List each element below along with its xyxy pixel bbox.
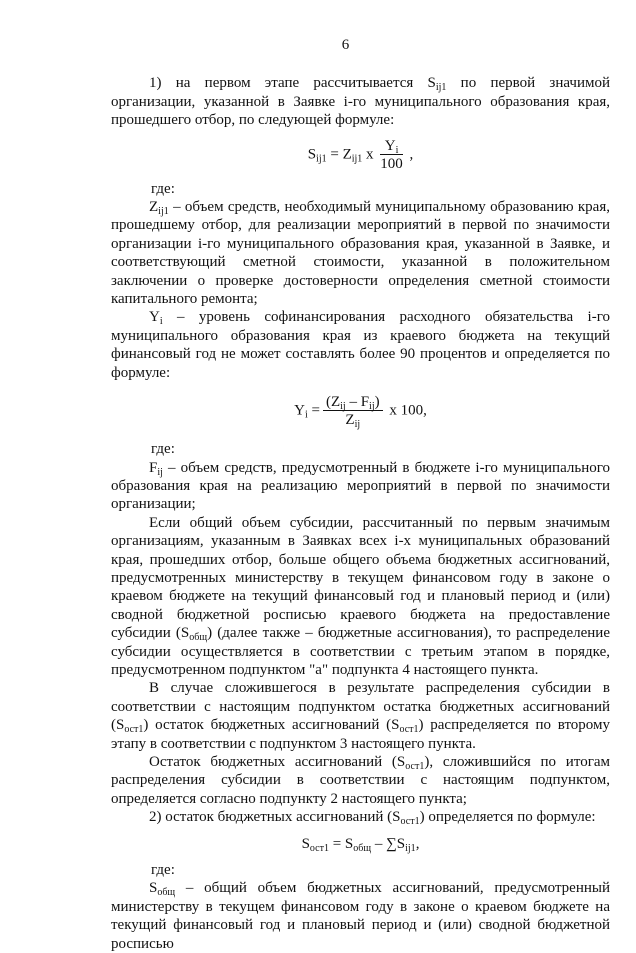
paragraph-s-total-definition: $S_{общ}$ – общий объем бюджетных ассигнований, предусмотренный министерству в текущем финансовом году в законе о краевом бюджете на текущий финансовый год и плановый период и (или) сводной бюджетной росписью [111, 880, 610, 952]
formula-s-ost1: $S_{ост1} = S_{общ} - \sum S_{ij1}$, [301, 835, 420, 854]
formula-s-ij1: $S_{ij1} = Z_{ij1}$ x $\frac{Y_i}{100}$ , [307, 137, 414, 172]
where-label: где: [151, 441, 175, 458]
where-label: где: [151, 862, 175, 879]
paragraph-f-definition: $F_{ij}$ – объем средств, предусмотренный в бюджете i-го муниципального образования края на реализацию мероприятий в первой по значимости организации; [111, 459, 610, 513]
formula-y-i: $Y_i$ = $\frac{(Z_{ij} - F_{ij})}{Z_{ij}}$ x 100, [294, 394, 427, 431]
paragraph-remainder-definition: Остаток бюджетных ассигнований $(S_{ост1})$, сложившийся по итогам распределения субсидии в соответствии с настоящим подпунктом, определяется согласно подпункту 2 настоящего пункта; [111, 754, 610, 807]
paragraph-y-definition: $Y_i$ – уровень софинансирования расходного обязательства i-го муниципального образования края из краевого бюджета на текущий финансовый год не может составлять более 90 процентов и определяется по формуле: [111, 309, 610, 381]
formula-fraction: $\frac{(Z_{ij} - F_{ij})}{Z_{ij}}$ [323, 394, 383, 428]
paragraph-stage-two: 2) остаток бюджетных ассигнований $(S_{ост1})$ определяется по формуле: [149, 809, 596, 828]
paragraph-stage-one: 1) на первом этапе рассчитывается $S_{ij1}$ по первой значимой организации, указанной в Заявке i-го муниципального образования края, прошедшего отбор, по следующей формуле: [111, 75, 610, 129]
where-label: где: [151, 180, 175, 197]
paragraph-remainder-case: В случае сложившегося в результате распределения субсидии в соответствии с настоящим подпунктом остатка бюджетных ассигнований $(S_{ост1})$ остаток бюджетных ассигнований $(S_{ост1})$ распределяется по второму этапу в соответствии с подпунктом 3 настоящего пункта. [111, 680, 611, 752]
formula-fraction: $\frac{Y_i}{100}$ [380, 137, 403, 172]
paragraph-if-condition: Если общий объем субсидии, рассчитанный по первым значимым организациям, указанным в Заявках всех i-х муниципальных образований края, прошедших отбор, больше общего объема бюджетных ассигнований, предусмотренных министерству в текущем финансовом году в законе о краевом бюджете на текущий финансовый год и плановый период и (или) сводной бюджетной росписью краевого бюджета на предоставление субсидии $(S_{общ})$ (далее также – бюджетные ассигнования), то распределение субсидии осуществляется в соответствии с третьим этапом в порядке, предусмотренном подпунктом "а" подпункта 4 настоящего пункта. [111, 514, 610, 678]
page-number: 6 [341, 37, 350, 53]
paragraph-z-definition: $Z_{ij1}$ – объем средств, необходимый муниципальному образованию края, прошедшему отбор, для реализации мероприятий в первой по значимости организации i-го муниципального образования края, указанной в Заявке, и соответствующий сметной стоимости, указанной в положительном заключении о проверке достоверности определения сметной стоимости капитального ремонта; [111, 199, 610, 308]
